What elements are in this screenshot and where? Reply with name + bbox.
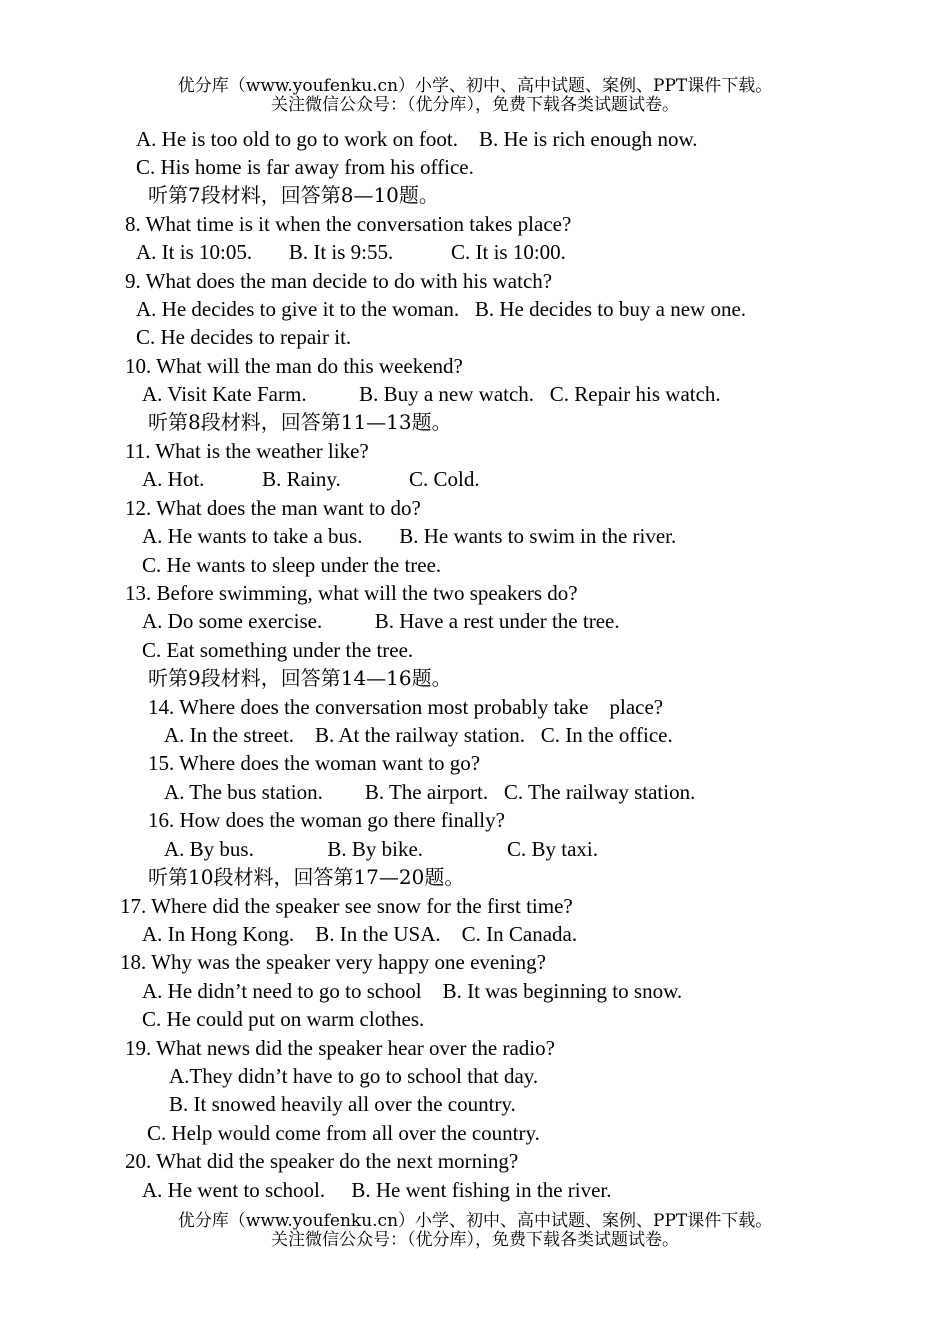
option-line: A. By bus. B. By bike. C. By taxi. [164, 837, 599, 861]
question-line: 16. How does the woman go there finally? [148, 808, 505, 832]
footer-line-1: 优分库（www.youfenku.cn）小学、初中、高中试题、案例、PPT课件下载。 [177, 1211, 773, 1231]
option-line: A. He didn’t need to go to school B. It was beginning to snow. [142, 979, 683, 1003]
question-line: 14. Where does the conversation most probably take place? [148, 695, 664, 719]
option-line: C. Eat something under the tree. [142, 638, 414, 662]
question-line: 19. What news did the speaker hear over the radio? [125, 1036, 555, 1060]
option-line: C. He could put on warm clothes. [142, 1007, 425, 1031]
section-heading-text: 听第8段材料，回答第11—13题。 [148, 410, 452, 434]
section-heading-text: 听第7段材料，回答第8—10题。 [148, 183, 439, 207]
option-line: A. Do some exercise. B. Have a rest under the tree. [142, 609, 620, 633]
option-line: A. It is 10:05. B. It is 9:55. C. It is 10:00. [136, 240, 566, 264]
question-line: 17. Where did the speaker see snow for the first time? [120, 894, 573, 918]
question-line: 10. What will the man do this weekend? [125, 354, 463, 378]
option-line: A. In Hong Kong. B. In the USA. C. In Canada. [142, 922, 578, 946]
option-line: A. Hot. B. Rainy. C. Cold. [142, 467, 480, 491]
option-line: B. It snowed heavily all over the country. [169, 1092, 516, 1116]
option-line: A. He went to school. B. He went fishing in the river. [142, 1178, 612, 1202]
option-line: A. Visit Kate Farm. B. Buy a new watch. C. Repair his watch. [142, 382, 721, 406]
question-line: 11. What is the weather like? [125, 439, 369, 463]
question-line: 20. What did the speaker do the next morning? [125, 1149, 519, 1173]
option-line: A. The bus station. B. The airport. C. The railway station. [164, 780, 696, 804]
section-heading [148, 864, 464, 890]
header-line-2: 关注微信公众号：（优分库），免费下载各类试题试卷。 [271, 95, 679, 115]
question-line: 9. What does the man decide to do with his watch? [125, 269, 553, 293]
section-heading [148, 409, 452, 435]
question-line: 15. Where does the woman want to go? [148, 751, 481, 775]
option-line: C. He decides to repair it. [136, 325, 352, 349]
section-heading [148, 182, 439, 208]
section-heading-text: 听第9段材料，回答第14—16题。 [148, 666, 452, 690]
option-line: A. He is too old to go to work on foot. B. He is rich enough now. [136, 127, 698, 151]
option-line: C. His home is far away from his office. [136, 155, 474, 179]
page-header [0, 77, 950, 115]
header-line-1: 优分库（www.youfenku.cn）小学、初中、高中试题、案例、PPT课件下载。 [177, 76, 773, 96]
option-line: C. Help would come from all over the country. [147, 1121, 540, 1145]
question-line: 18. Why was the speaker very happy one evening? [120, 950, 546, 974]
question-line: 8. What time is it when the conversation takes place? [125, 212, 572, 236]
option-line: C. He wants to sleep under the tree. [142, 553, 442, 577]
option-line: A. In the street. B. At the railway station. C. In the office. [164, 723, 673, 747]
option-line: A.They didn’t have to go to school that day. [169, 1064, 539, 1088]
section-heading-text: 听第10段材料，回答第17—20题。 [148, 865, 465, 889]
question-line: 12. What does the man want to do? [125, 496, 421, 520]
option-line: A. He decides to give it to the woman. B. He decides to buy a new one. [136, 297, 747, 321]
page-footer [0, 1212, 950, 1250]
question-line: 13. Before swimming, what will the two speakers do? [125, 581, 578, 605]
option-line: A. He wants to take a bus. B. He wants to swim in the river. [142, 524, 677, 548]
footer-line-2: 关注微信公众号：（优分库），免费下载各类试题试卷。 [271, 1230, 679, 1250]
section-heading [148, 665, 452, 691]
